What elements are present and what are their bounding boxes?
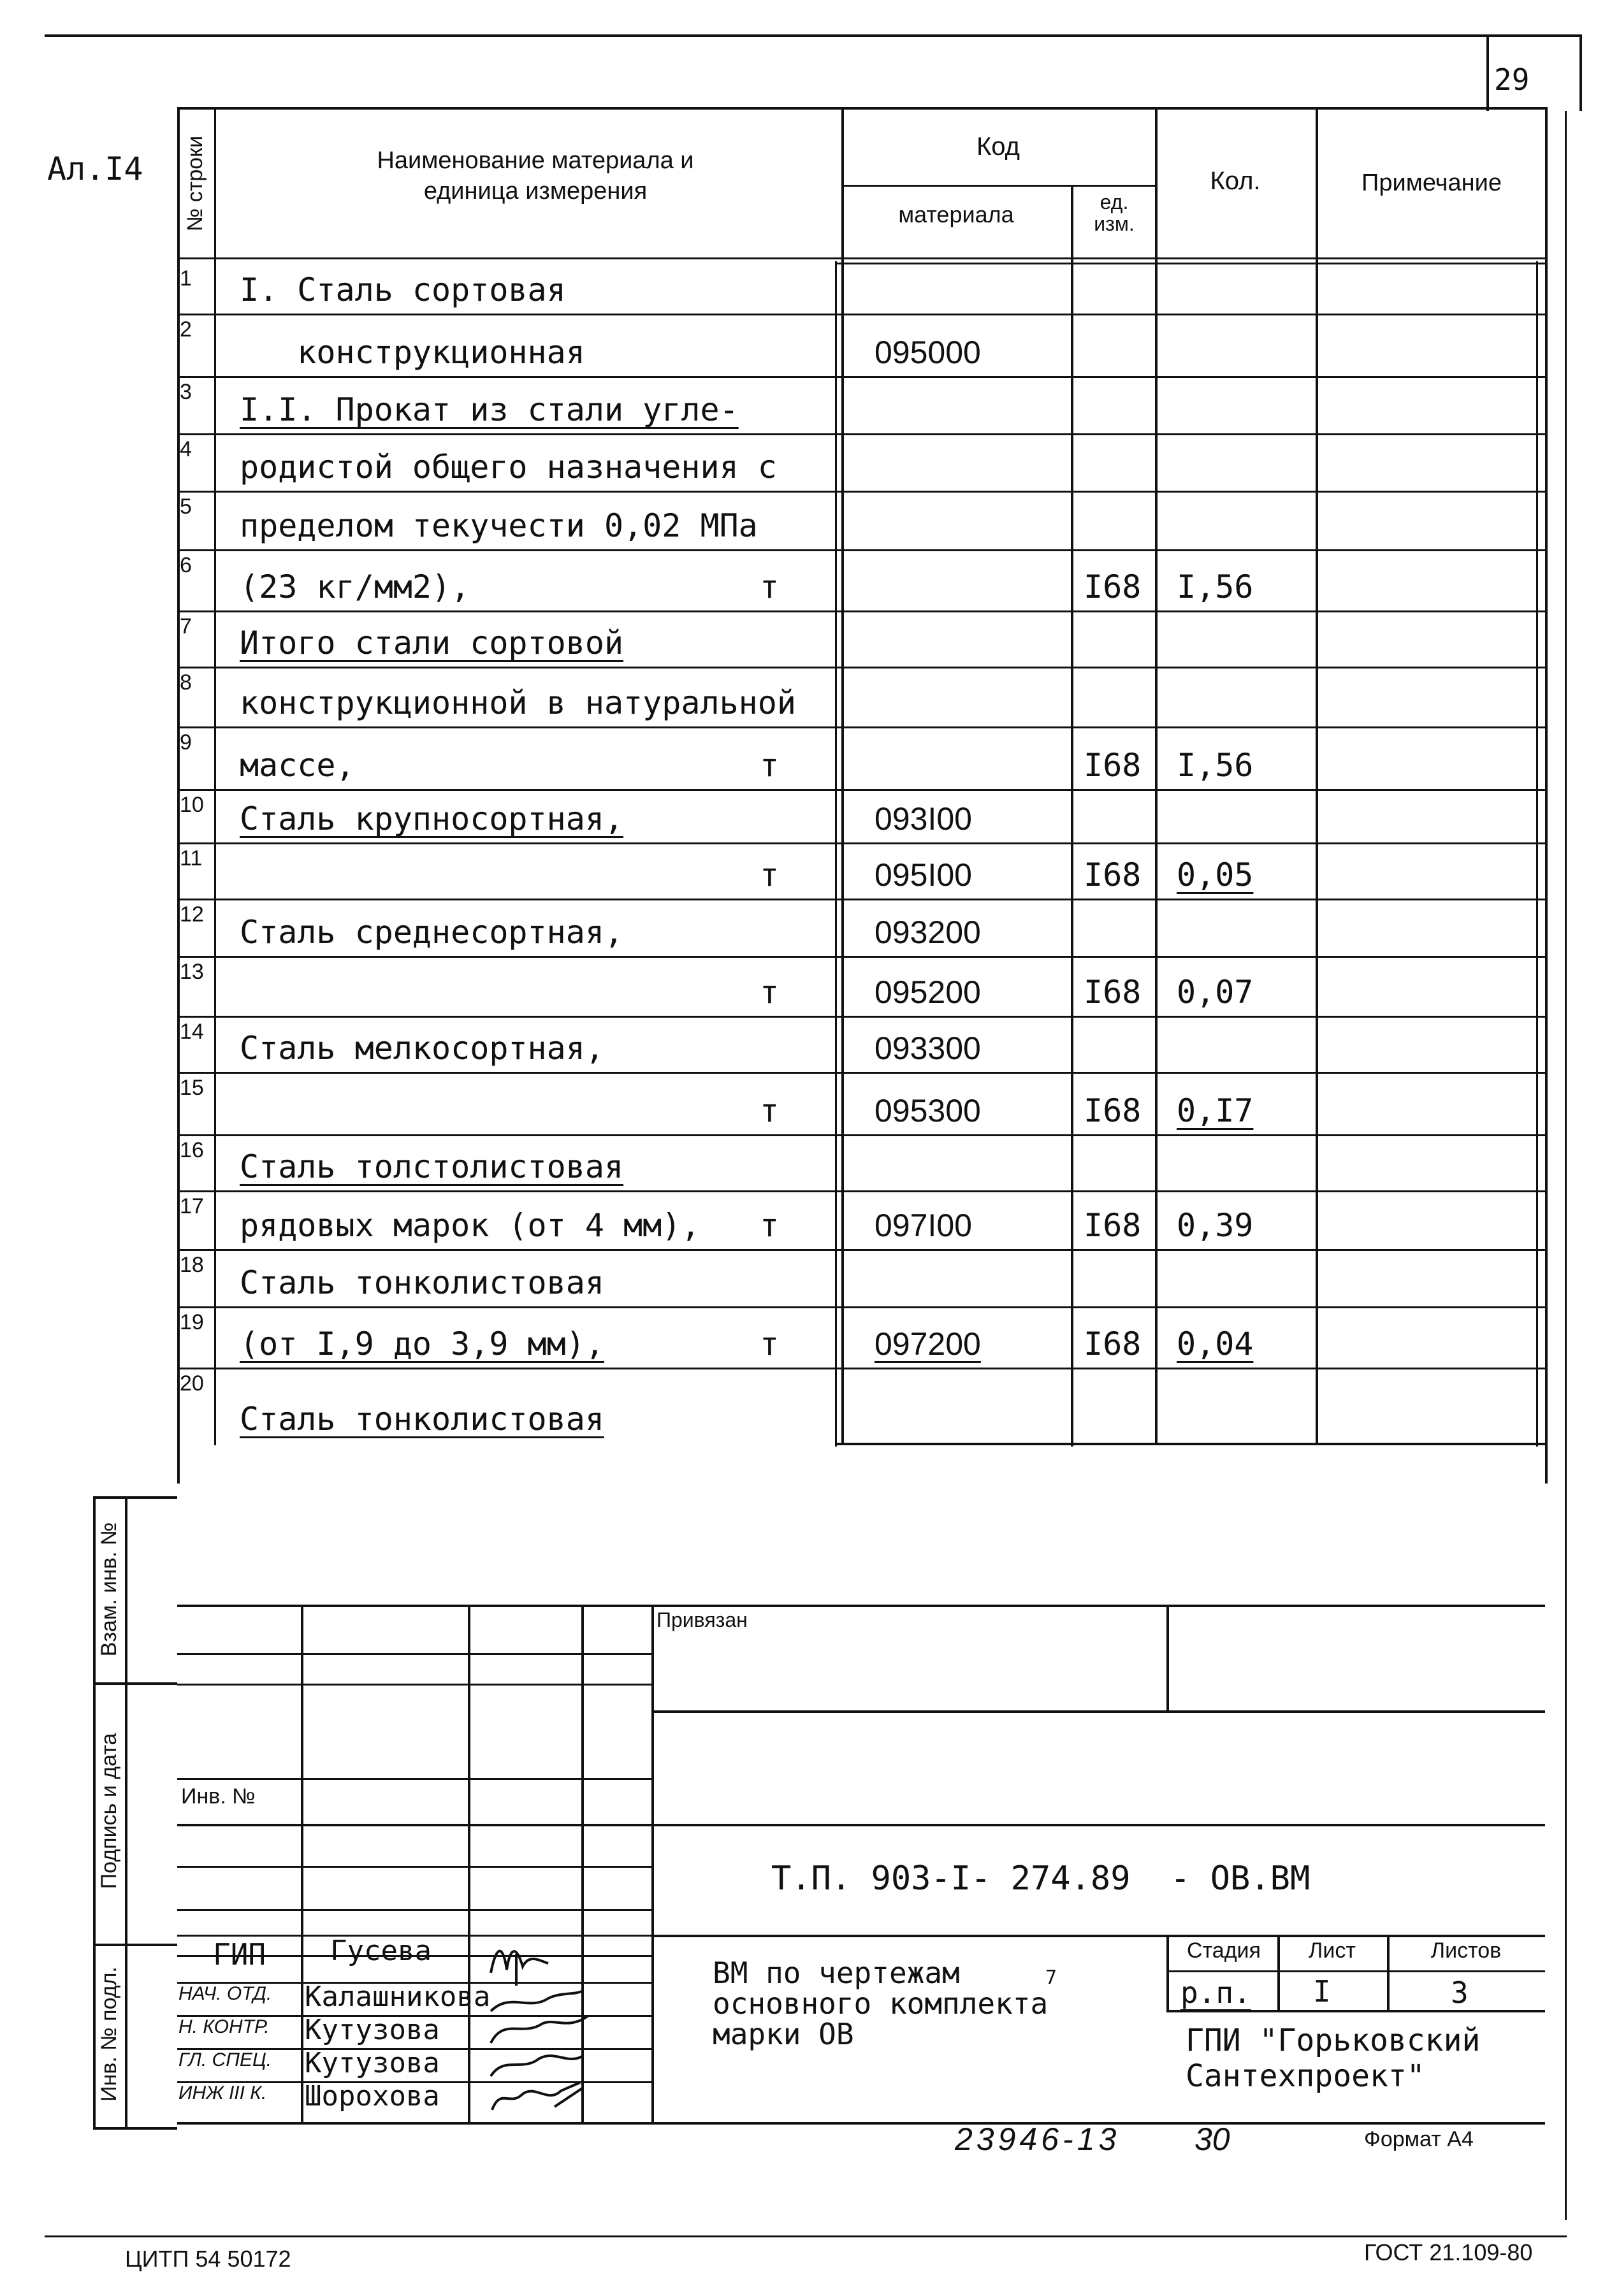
role-label: ГИП [213,1937,266,1972]
row-divider-right [835,1016,1545,1018]
tb-left-row1 [177,1653,651,1655]
signatures-drawing [478,1935,593,2126]
row-divider-right [835,376,1545,378]
row-quantity: 0,04 [1177,1325,1254,1362]
tb-left-row5 [177,1909,651,1911]
row-number: 19 [180,1310,204,1334]
page-number: 29 [1494,62,1530,97]
tb-col2 [468,1605,470,2122]
row-number: 5 [180,495,192,519]
side-stamp-mid [125,1496,127,2127]
row-material-code: 095I00 [875,857,972,893]
row-unit: т [760,1092,780,1129]
row-divider-right [835,842,1545,844]
row-number: 20 [180,1371,204,1396]
page-number-box-right [1579,34,1582,111]
role-label: ИНЖ III К. [178,2083,267,2104]
row-name: Сталь мелкосортная, [240,1030,604,1067]
row-divider-right [835,956,1545,958]
side-inv-podl: Инв. № подл. [97,1967,121,2102]
row-unit-code: I68 [1084,1207,1142,1244]
row-number: 16 [180,1138,204,1162]
row-divider-right [835,1368,1545,1369]
role-label: НАЧ. ОТД. [178,1983,272,2004]
col-right-inner [1536,261,1538,1447]
tb-sheets-label: Листов [1430,1939,1502,1963]
row-unit: т [760,974,780,1011]
row-material-code: 095200 [875,974,981,1010]
role-label: Н. КОНТР. [178,2016,270,2037]
row-number: 3 [180,380,192,404]
row-material-code: 093300 [875,1030,981,1066]
row-divider [177,1134,835,1136]
row-name: Итого стали сортовой [240,625,624,661]
row-divider-right [835,726,1545,728]
row-divider [177,842,835,844]
header-code-unit: ед. изм. [1094,191,1135,235]
row-divider [177,1072,835,1074]
row-number: 8 [180,670,192,695]
tb-privyazan-divider [1166,1605,1169,1710]
row-number: 2 [180,317,192,342]
row-divider [177,899,835,900]
row-divider [177,433,835,435]
row-name: Сталь толстолистовая [240,1148,624,1185]
format-label: Формат А4 [1364,2127,1474,2151]
row-number: 13 [180,960,204,984]
tb-stage-value: р.п. [1180,1975,1251,2010]
col-name-divider-inner [835,261,837,1447]
row-name: пределом текучести 0,02 МПа [240,507,758,544]
right-page-edge [1565,111,1567,2220]
tb-stray-mark: 7 [1045,1967,1057,1989]
row-divider-right [835,899,1545,900]
table-top [177,107,1545,110]
row-name: I. Сталь сортовая [240,271,566,308]
side-vzam-inv: Взам. инв. № [97,1522,121,1657]
row-divider [177,1016,835,1018]
archive-number: 23946-13 [955,2121,1121,2157]
row-unit: т [760,568,780,605]
code-subheader-line [841,185,1155,187]
row-unit: т [760,747,780,784]
footer-left: ЦИТП 54 50172 [125,2246,291,2272]
row-divider-right [835,1306,1545,1308]
tb-sheet-label: Лист [1309,1939,1356,1963]
row-quantity: I,56 [1177,568,1254,605]
page-number-box-left [1486,34,1489,111]
row-divider [177,789,835,791]
row-unit-code: I68 [1084,568,1142,605]
header-code: Код [976,133,1020,161]
bottom-border [45,2235,1567,2237]
row-unit: т [760,1207,780,1244]
tb-inv-no: Инв. № [181,1784,256,1809]
row-quantity: 0,07 [1177,974,1254,1011]
table-header-bottom [177,257,1545,259]
row-quantity: 0,05 [1177,856,1254,893]
tb-docline-top [177,1824,1545,1826]
role-name: Гусева [330,1935,432,1967]
tb-left-row4 [177,1866,651,1868]
row-number: 4 [180,437,192,461]
tb-left-row2 [177,1684,651,1686]
row-name: родистой общего назначения с [240,449,777,486]
row-unit: т [760,856,780,893]
col-rowno-divider [214,107,216,1445]
row-name: Сталь тонколистовая [240,1401,604,1438]
col-qty-divider [1316,107,1318,1445]
tb-col1 [301,1605,303,2122]
row-number: 7 [180,614,192,639]
row-divider-right [835,667,1545,668]
tb-stage-mid [1166,1970,1545,1972]
row-number: 18 [180,1253,204,1277]
row-divider-right [835,433,1545,435]
header-name: Наименование материала и единица измерения [377,147,694,205]
table-right [1545,107,1548,1484]
row-number: 14 [180,1020,204,1044]
row-material-code: 097I00 [875,1208,972,1243]
row-material-code: 097200 [875,1326,981,1362]
tb-description: ВМ по чертежам основного комплекта марки ОВ [713,1956,1049,2051]
footer-right: ГОСТ 21.109-80 [1364,2239,1533,2265]
tb-privyazan: Привязан [657,1608,748,1631]
archive-sheet: 30 [1194,2121,1230,2157]
role-name: Кутузова [305,2047,440,2079]
row-name: Сталь крупносортная, [240,800,624,837]
row-name: (от I,9 до 3,9 мм), [240,1325,604,1362]
row-number: 17 [180,1194,204,1218]
row-material-code: 093I00 [875,801,972,837]
row-divider-right [835,1190,1545,1192]
tb-stage-label: Стадия [1187,1939,1261,1963]
row-divider [177,549,835,551]
side-stamp-left [93,1496,96,2127]
album-mark: Ал.I4 [47,150,143,187]
row-name: Сталь среднесортная, [240,914,624,951]
side-stamp-line1 [93,1682,177,1685]
body-bottom [835,1443,1545,1445]
body-top-inner [835,263,1545,264]
row-name: массе, [240,747,355,784]
row-unit: т [760,1325,780,1362]
row-quantity: I,56 [1177,747,1254,784]
row-name: I.I. Прокат из стали угле- [240,391,739,428]
row-material-code: 095000 [875,335,981,370]
row-divider [177,314,835,315]
row-divider-right [835,789,1545,791]
row-name: конструкционная [240,334,585,371]
row-name: (23 кг/мм2), [240,568,470,605]
row-divider [177,1249,835,1251]
row-divider-right [835,1072,1545,1074]
row-number: 11 [180,846,203,870]
row-name: конструкционной в натуральной [240,684,796,721]
row-quantity: 0,I7 [1177,1092,1254,1129]
tb-docline-bottom [651,1935,1545,1937]
row-unit-code: I68 [1084,747,1142,784]
row-quantity: 0,39 [1177,1207,1254,1244]
side-podpis-data: Подпись и дата [97,1733,121,1889]
tb-sheet-value: I [1313,1974,1331,2009]
header-qty: Кол. [1210,167,1261,195]
row-divider-right [835,1134,1545,1136]
row-divider-right [835,549,1545,551]
row-name: Сталь тонколистовая [240,1264,604,1301]
tb-stage-bottom [1166,2010,1545,2012]
side-stamp-bottom [93,2127,177,2130]
side-stamp-top [93,1496,177,1499]
role-name: Шорохова [305,2080,440,2112]
header-code-material: материала [898,201,1014,227]
role-name: Калашникова [305,1981,491,2013]
row-number: 12 [180,902,204,927]
row-number: 15 [180,1076,204,1100]
row-divider [177,1190,835,1192]
row-number: 9 [180,730,192,755]
col-name-divider [841,107,844,1445]
row-unit-code: I68 [1084,974,1142,1011]
row-divider [177,610,835,612]
row-divider [177,726,835,728]
tb-organization: ГПИ "Горьковский Сантехпроект" [1186,2023,1481,2094]
tb-doc-code: Т.П. 903-I- 274.89 - ОВ.ВМ [771,1859,1310,1898]
tb-stage-left [1166,1935,1169,2011]
row-number: 1 [180,266,192,291]
role-label: ГЛ. СПЕЦ. [178,2049,272,2070]
tb-left-row3 [177,1778,651,1780]
tb-col4 [651,1605,654,2122]
top-border [45,34,1581,37]
row-divider [177,491,835,493]
col-unitcode-divider [1155,107,1158,1445]
row-number: 10 [180,793,204,817]
tb-bottom [177,2122,1545,2125]
role-name: Кутузова [305,2014,440,2046]
row-material-code: 095300 [875,1093,981,1129]
tb-privyazan-bottom [651,1710,1545,1713]
col-material-divider [1071,185,1073,1447]
row-divider [177,667,835,668]
row-divider-right [835,1249,1545,1251]
row-divider-right [835,314,1545,315]
row-unit-code: I68 [1084,856,1142,893]
row-divider [177,956,835,958]
row-name: рядовых марок (от 4 мм), [240,1207,701,1244]
header-note: Примечание [1361,170,1502,196]
row-divider [177,1306,835,1308]
row-divider [177,1368,835,1369]
tb-sheets-value: 3 [1451,1975,1469,2010]
row-divider [177,376,835,378]
row-material-code: 093200 [875,914,981,950]
header-row-no: № строки [183,135,207,232]
row-unit-code: I68 [1084,1325,1142,1362]
row-divider-right [835,491,1545,493]
tb-top [177,1605,1545,1607]
row-divider-right [835,610,1545,612]
row-unit-code: I68 [1084,1092,1142,1129]
row-number: 6 [180,553,192,577]
